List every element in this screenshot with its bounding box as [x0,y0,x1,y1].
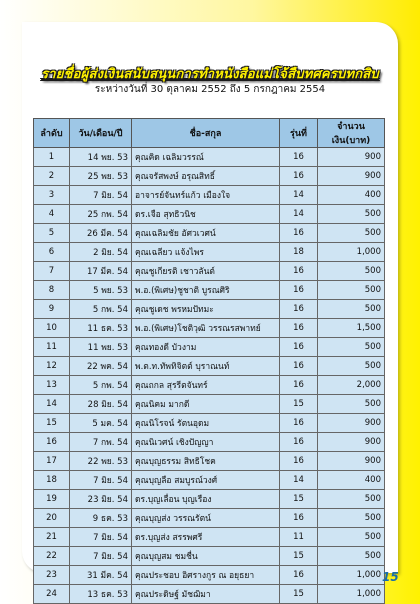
row-generation: 16 [280,262,318,281]
row-amount: 900 [318,167,385,186]
row-name: คุณนิคม มากดี [132,395,280,414]
row-date: 5 กพ. 54 [70,376,132,395]
row-generation: 14 [280,471,318,490]
table-row [34,357,385,376]
row-generation: 16 [280,566,318,585]
row-amount: 500 [318,300,385,319]
row-amount: 500 [318,224,385,243]
row-date: 11 พย. 53 [70,338,132,357]
header-no: ลำดับ [34,119,70,148]
row-name: คุณบุญลือ สมบูรณ์วงศ์ [132,471,280,490]
row-generation: 15 [280,585,318,604]
row-name: คุณบุญส่ง วรรณรัตน์ [132,509,280,528]
row-number: 7 [34,262,70,281]
row-date: 5 กพ. 54 [70,300,132,319]
table-row [34,338,385,357]
table-row [34,148,385,167]
row-number: 14 [34,395,70,414]
header-date: วัน/เดือน/ปี [70,119,132,148]
row-generation: 16 [280,433,318,452]
table-body [34,148,385,604]
row-number: 1 [34,148,70,167]
header-name: ชื่อ-สกุล [132,119,280,148]
row-name: คุณนิเวศน์ เชิงปัญญา [132,433,280,452]
row-number: 2 [34,167,70,186]
table-row [34,528,385,547]
row-amount: 500 [318,528,385,547]
row-amount: 500 [318,338,385,357]
row-date: 7 มิย. 54 [70,471,132,490]
table-row [34,566,385,585]
row-generation: 16 [280,376,318,395]
row-generation: 16 [280,414,318,433]
row-generation: 16 [280,357,318,376]
row-number: 15 [34,414,70,433]
row-generation: 18 [280,243,318,262]
row-number: 3 [34,186,70,205]
table-row [34,281,385,300]
row-generation: 16 [280,509,318,528]
row-amount: 500 [318,547,385,566]
row-date: 7 มิย. 54 [70,528,132,547]
row-date: 26 มีค. 54 [70,224,132,243]
table-row [34,167,385,186]
table-row [34,414,385,433]
row-number: 10 [34,319,70,338]
row-amount: 2,000 [318,376,385,395]
row-number: 18 [34,471,70,490]
row-number: 11 [34,338,70,357]
header-generation: รุ่นที่ [280,119,318,148]
table-row [34,243,385,262]
row-amount: 900 [318,433,385,452]
row-generation: 16 [280,319,318,338]
row-date: 31 มีค. 54 [70,566,132,585]
header-amount: จำนวนเงิน(บาท) [318,119,385,148]
row-name: คุณชูเดช พรหมปัทมะ [132,300,280,319]
row-generation: 16 [280,224,318,243]
row-amount: 900 [318,148,385,167]
table-row [34,224,385,243]
row-date: 25 พย. 53 [70,167,132,186]
row-generation: 16 [280,281,318,300]
row-date: 5 พย. 53 [70,281,132,300]
row-number: 6 [34,243,70,262]
row-amount: 500 [318,281,385,300]
row-number: 9 [34,300,70,319]
table-row [34,319,385,338]
row-amount: 500 [318,395,385,414]
row-generation: 16 [280,167,318,186]
row-number: 19 [34,490,70,509]
row-name: คุณบุญสม ชมชื่น [132,547,280,566]
row-number: 23 [34,566,70,585]
row-generation: 15 [280,490,318,509]
row-amount: 500 [318,262,385,281]
row-amount: 500 [318,509,385,528]
row-name: อาจารย์จันทร์แก้ว เมืองใจ [132,186,280,205]
row-number: 12 [34,357,70,376]
table-row [34,262,385,281]
table-row [34,433,385,452]
row-name: พ.อ.(พิเศษ)โชติวุฒิ วรรณรสพาทย์ [132,319,280,338]
table-row [34,186,385,205]
row-number: 24 [34,585,70,604]
row-name: ดร.บุญเลื่อน บุญเรือง [132,490,280,509]
row-date: 7 มิย. 54 [70,547,132,566]
row-name: คุณเฉลิมชัย อัศวเวศน์ [132,224,280,243]
row-name: ดร.บุญส่ง สรรพศรี [132,528,280,547]
row-name: คุณจรัสพงษ์ อรุณสิทธิ์ [132,167,280,186]
row-generation: 11 [280,528,318,547]
row-date: 7 กพ. 54 [70,433,132,452]
row-name: พ.ต.ท.ทัพทิจิตต์ บุราณนท์ [132,357,280,376]
table-row [34,471,385,490]
row-generation: 14 [280,205,318,224]
row-amount: 900 [318,414,385,433]
row-number: 4 [34,205,70,224]
row-date: 22 พค. 54 [70,357,132,376]
row-amount: 500 [318,205,385,224]
row-number: 5 [34,224,70,243]
table-row [34,509,385,528]
row-number: 22 [34,547,70,566]
table-row [34,547,385,566]
page-title: รายชื่อผู้ส่งเงินสนับสนุนการทำหนังสือแม่โจ้สืบทศครบทกสิบ [41,67,379,82]
row-name: คุณทองดี บัวงาม [132,338,280,357]
row-date: 11 ธค. 53 [70,319,132,338]
row-number: 13 [34,376,70,395]
row-amount: 400 [318,186,385,205]
row-generation: 16 [280,338,318,357]
row-name: พ.อ.(พิเศษ)ชูชาติ บูรณศิริ [132,281,280,300]
donor-table [33,118,385,604]
row-name: คุณนิโรจน์ รัตนอุดม [132,414,280,433]
table-row [34,376,385,395]
row-date: 14 พย. 53 [70,148,132,167]
row-generation: 16 [280,452,318,471]
row-generation: 16 [280,300,318,319]
table-header-row [34,119,385,148]
row-number: 21 [34,528,70,547]
row-date: 23 มิย. 54 [70,490,132,509]
row-number: 16 [34,433,70,452]
row-amount: 1,000 [318,566,385,585]
row-amount: 1,000 [318,243,385,262]
row-generation: 15 [280,547,318,566]
row-amount: 900 [318,452,385,471]
row-date: 17 มีค. 54 [70,262,132,281]
row-date: 2 มิย. 54 [70,243,132,262]
table-row [34,490,385,509]
table-row [34,300,385,319]
row-amount: 1,500 [318,319,385,338]
table-row [34,395,385,414]
row-date: 22 พย. 53 [70,452,132,471]
table-row [34,452,385,471]
row-amount: 500 [318,357,385,376]
page-number: 15 [382,570,399,584]
table-row [34,585,385,604]
row-date: 9 ธค. 53 [70,509,132,528]
table-row [34,205,385,224]
row-name: คุณถกล สุรรีตจันทร์ [132,376,280,395]
row-generation: 14 [280,186,318,205]
row-number: 8 [34,281,70,300]
row-date: 25 กพ. 54 [70,205,132,224]
row-amount: 1,000 [318,585,385,604]
row-name: ดร.เจือ สุทธิวนิช [132,205,280,224]
row-name: คุณประชอบ อิศรางกูร ณ อยุธยา [132,566,280,585]
row-generation: 15 [280,395,318,414]
page-subtitle: ระหว่างวันที่ 30 ตุลาคม 2552 ถึง 5 กรกฎาคม 2554 [94,84,326,95]
row-date: 5 มค. 54 [70,414,132,433]
row-name: คุณบุญธรรม สิทธิโชค [132,452,280,471]
row-date: 7 มิย. 54 [70,186,132,205]
row-name: คุณประดิษฐ์ มัชฌิมา [132,585,280,604]
row-number: 20 [34,509,70,528]
row-amount: 400 [318,471,385,490]
row-amount: 500 [318,490,385,509]
row-generation: 16 [280,148,318,167]
row-number: 17 [34,452,70,471]
row-name: คุณคิด เฉลิมวรรณ์ [132,148,280,167]
row-name: คุณชูเกียรติ เชาวลันต์ [132,262,280,281]
row-name: คุณเฉลียว แจ้งไพร [132,243,280,262]
row-date: 13 ธค. 53 [70,585,132,604]
row-date: 28 มิย. 54 [70,395,132,414]
